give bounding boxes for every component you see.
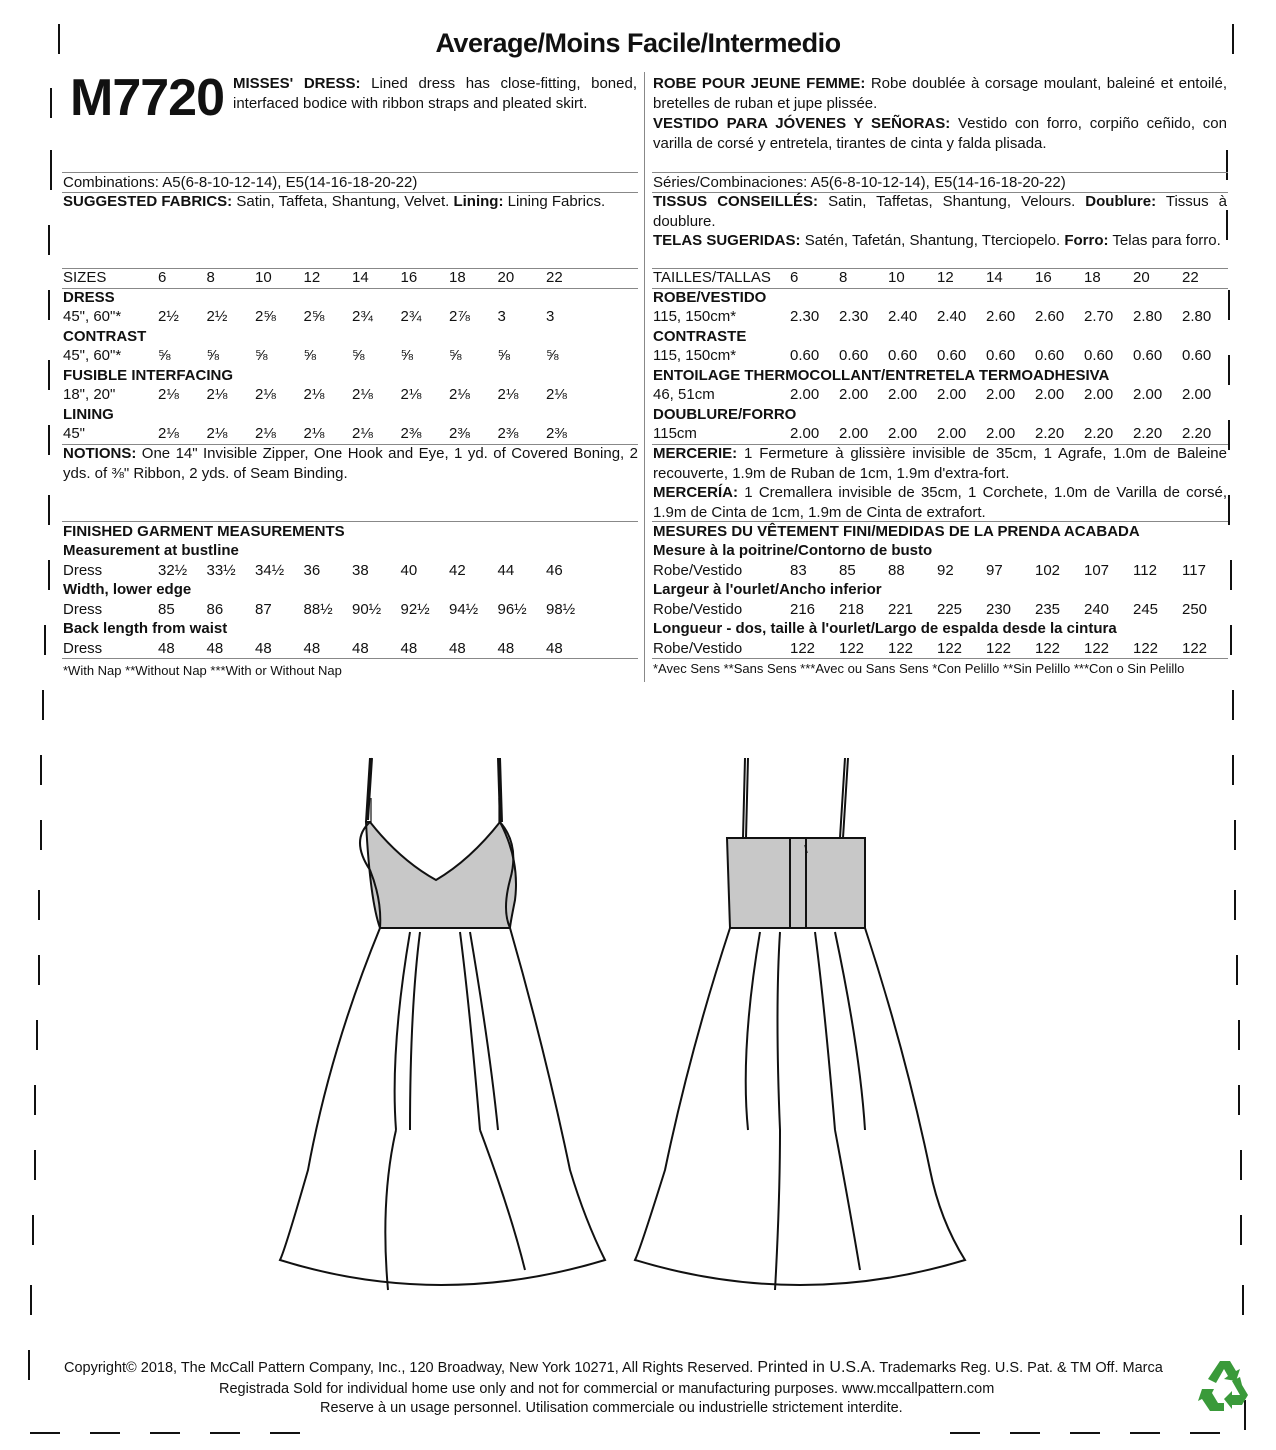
section-heading [653,288,1228,308]
divider [62,288,638,289]
data-row [63,561,638,581]
cell: 2⅛ [497,386,519,403]
fabrics-en-lead: SUGGESTED FABRICS: [63,193,233,210]
cell: 94½ [449,600,479,618]
row-heading: Largeur à l'ourlet/Ancho inferior [653,581,882,598]
divider [652,658,1228,659]
combinations-fr: Séries/Combinaciones: A5(6-8-10-12-14), E5(14-16-18-20-22) [653,174,1066,191]
data-row [653,385,1228,405]
row-heading: CONTRASTE [653,327,747,345]
data-row [653,600,1228,620]
description-en-lead: MISSES' DRESS: [233,75,361,92]
cell: 0.60 [1182,347,1212,364]
row-heading: ROBE/VESTIDO [653,288,767,306]
copyright-line-2: Registrada Sold for individual home use only and not for commercial or manufacturing purposes. www.mccallpattern.com [219,1381,995,1397]
cell: 122 [1133,639,1159,657]
cell: 122 [1035,639,1061,657]
cell: 48 [158,639,175,657]
notions-fr-text: 1 Fermeture à glissière invisible de 35cm, 1 Agrafe, 1.0m de Baleine recouverte, 1.9m de Ruban de 1cm, 1.9m d'extra-fort. [653,445,1227,482]
cell: 88 [888,561,905,579]
cell: ⅝ [303,347,317,364]
cell: 122 [986,639,1012,657]
cell: 90½ [352,600,382,618]
cell: 0.60 [1035,347,1065,364]
cell: 32½ [158,561,188,579]
fabrics-en [63,192,638,212]
column-divider [644,72,645,682]
cell: 2⅛ [158,386,179,403]
lining-en-text: Lining Fabrics. [507,193,606,210]
cell: 122 [937,639,963,657]
description-fr-text: Robe doublée à corsage moulant, baleiné et entoilé, bretelles de ruban et jupe plissée. [653,75,1227,112]
cell: 2⅛ [158,425,179,442]
cell: 48 [546,639,563,657]
row-label: Dress [63,639,103,657]
data-row [653,561,1228,581]
row-heading: Width, lower edge [63,581,192,598]
cell: ⅝ [206,347,220,364]
sizes-label: SIZES [63,269,107,286]
copyright-line-1 [64,1359,1163,1377]
section-heading [63,288,638,308]
cell: 48 [303,639,321,657]
description-fr-lead: ROBE POUR JEUNE FEMME: [653,75,866,92]
row-heading: DOUBLURE/FORRO [653,405,797,423]
cell: 0.60 [986,347,1016,364]
cell: 2.00 [1084,386,1114,403]
cell: 2.60 [986,308,1016,325]
cell: 216 [790,600,816,618]
size-22: 22 [546,269,563,286]
cell: 2.00 [839,386,869,403]
dress-back-view [630,750,975,1350]
cell: 107 [1084,561,1110,579]
cell: 85 [158,600,175,618]
cell: 2.00 [888,386,918,403]
cell: 0.60 [790,347,820,364]
size-12: 12 [937,269,954,286]
data-row [653,346,1228,366]
size-6: 6 [790,269,799,286]
row-label: Dress [63,561,103,579]
cell: 88½ [303,600,333,618]
data-row [63,385,638,405]
cell: 2⅜ [497,425,519,442]
size-10: 10 [255,269,272,286]
cell: 2⅛ [206,386,228,403]
cell: 0.60 [839,347,869,364]
cell: 2.00 [1182,386,1212,403]
size-16: 16 [1035,269,1052,286]
cell: 2⅛ [400,386,422,403]
row-heading: DRESS [63,288,115,306]
lining-fr-text: Tissus à doublure. [653,193,1228,230]
cell: 2.40 [888,308,918,325]
size-8: 8 [206,269,215,286]
cell: 230 [986,600,1012,618]
cell: 122 [1182,639,1208,657]
divider [62,658,638,659]
pattern-code: M7720 [70,69,224,127]
fabrics-es-lead: TELAS SUGERIDAS: [653,232,801,249]
cell: 83 [790,561,807,579]
measurements-table-en [63,541,638,658]
cell: 34½ [255,561,285,579]
printed-in: Printed in U.S.A. [757,1359,876,1376]
cell: ⅝ [449,347,462,364]
fabrics-fr-text: Satin, Taffetas, Shantung, Velours. [828,193,1076,210]
cell: 2¾ [352,308,373,325]
description-es-text: Vestido con forro, corpiño ceñido, con varilla de corsé y entretela, tirantes de cinta y falda plisada. [653,115,1227,152]
row-label: 45", 60"* [63,308,122,325]
row-label: Robe/Vestido [653,600,743,618]
cell: 98½ [546,600,576,618]
cell: 2.40 [937,308,967,325]
cell: 2.30 [790,308,820,325]
row-heading: Longueur - dos, taille à l'ourlet/Largo de espalda desde la cintura [653,620,1117,637]
combinations-en: Combinations: A5(6-8-10-12-14), E5(14-16-18-20-22) [63,174,418,191]
row-label: 46, 51cm [653,386,715,403]
row-label: Robe/Vestido [653,639,743,657]
cell: 48 [497,639,515,657]
fabrics-fr [653,192,1227,232]
notions-fr-lead: MERCERIE: [653,445,738,462]
section-heading [63,580,638,600]
trademark-text: Trademarks Reg. U.S. Pat. & TM Off. Marca [879,1360,1163,1376]
row-label: 45", 60"* [63,347,122,364]
cell: 0.60 [888,347,918,364]
cell: 40 [400,561,418,579]
cell: 2.60 [1035,308,1065,325]
cell: 92½ [400,600,430,618]
cell: 225 [937,600,963,618]
size-20: 20 [497,269,515,286]
cell: 2.20 [1133,425,1163,442]
section-heading [653,541,1228,561]
data-row [653,307,1228,327]
notions-es-lead: MERCERÍA: [653,484,738,501]
section-heading [653,327,1228,347]
row-heading: Mesure à la poitrine/Contorno de busto [653,542,933,559]
cell: 2.00 [1035,386,1065,403]
cell: 2⅜ [546,425,567,442]
cell: 85 [839,561,856,579]
cell: 2⅞ [449,308,470,325]
cell: 102 [1035,561,1061,579]
cell: 48 [206,639,224,657]
row-heading: LINING [63,405,114,423]
cell: 2⅛ [546,386,567,403]
cell: 122 [790,639,816,657]
data-row [63,424,638,444]
cell: 2⅜ [400,425,422,442]
description-es [653,114,1227,154]
size-20: 20 [1133,269,1150,286]
section-heading [653,366,1228,386]
cell: 36 [303,561,321,579]
row-label: Robe/Vestido [653,561,743,579]
lining-es-lead: Forro: [1064,232,1109,249]
dress-front-view [270,750,615,1350]
cell: 2.00 [1133,386,1163,403]
cell: 2⅝ [303,308,325,325]
copyright-text: Copyright© 2018, The McCall Pattern Company, Inc., 120 Broadway, New York 10271, All Rights Reserved. [64,1360,754,1376]
cell: 2.00 [839,425,869,442]
cell: 122 [888,639,914,657]
cell: 2.00 [937,386,967,403]
row-label: 115cm [653,425,697,442]
cell: 235 [1035,600,1061,618]
cell: 33½ [206,561,236,579]
yardage-table-fr [653,268,1228,444]
yardage-table-en [63,268,638,444]
data-row [63,307,638,327]
cell: 2⅛ [449,386,470,403]
cell: 218 [839,600,865,618]
section-heading [653,580,1228,600]
section-heading [63,619,638,639]
cell: 2.00 [790,425,820,442]
cell: ⅝ [497,347,511,364]
cell: 2.80 [1133,308,1163,325]
cell: 3 [497,308,506,325]
cell: 2⅛ [206,425,228,442]
data-row [63,600,638,620]
row-heading: FUSIBLE INTERFACING [63,366,234,384]
cell: 2.00 [986,425,1016,442]
row-label: 45" [63,425,86,442]
nap-note-fr: *Avec Sens **Sans Sens ***Avec ou Sans Sens *Con Pelillo **Sin Pelillo ***Con o Sin Pelillo [653,661,1185,676]
data-row [653,424,1228,444]
size-14: 14 [352,269,369,286]
cell: 2.80 [1182,308,1212,325]
cell: 96½ [497,600,527,618]
section-heading [653,619,1228,639]
cell: 87 [255,600,272,618]
cell: 2.00 [888,425,918,442]
recycle-icon [1196,1357,1252,1413]
cell: 2⅛ [303,386,325,403]
cell: 48 [255,639,272,657]
page-title: Average/Moins Facile/Intermedio [435,28,841,58]
cell: ⅝ [255,347,268,364]
cell: 2.20 [1035,425,1065,442]
sizes-row [653,268,1228,288]
cell: 122 [1084,639,1110,657]
lining-en-lead: Lining: [453,193,504,210]
cell: 2.30 [839,308,869,325]
size-18: 18 [1084,269,1101,286]
size-18: 18 [449,269,466,286]
cell: ⅝ [352,347,365,364]
lining-fr-lead: Doublure: [1085,193,1157,210]
section-heading [653,405,1228,425]
cell: 92 [937,561,954,579]
description-es-lead: VESTIDO PARA JÓVENES Y SEÑORAS: [653,115,951,132]
size-8: 8 [839,269,848,286]
cell: 2.70 [1084,308,1114,325]
size-14: 14 [986,269,1003,286]
cell: 2⅜ [449,425,470,442]
cell: 2⅛ [352,425,373,442]
row-label: 115, 150cm* [653,308,737,325]
cell: ⅝ [400,347,414,364]
cell: 122 [839,639,865,657]
notions-es-text: 1 Cremallera invisible de 35cm, 1 Corchete, 1.0m de Varilla de corsé, 1.9m de Cinta de 1cm, 1.9m de Cinta de extrafort. [653,484,1227,521]
row-label: 18", 20" [63,386,116,403]
cell: 2½ [158,308,179,325]
cell: 48 [449,639,466,657]
nap-note-en: *With Nap **Without Nap ***With or Without Nap [63,663,342,678]
finished-heading-fr: MESURES DU VÊTEMENT FINI/MEDIDAS DE LA PRENDA ACABADA [653,523,1140,540]
cell: 245 [1133,600,1159,618]
cell: 2.00 [937,425,967,442]
description-en-text: Lined dress has close-fitting, boned, interfaced bodice with ribbon straps and pleated skirt. [233,75,638,112]
data-row [653,639,1228,659]
cell: 97 [986,561,1003,579]
section-heading [63,405,638,425]
finished-heading-en: FINISHED GARMENT MEASUREMENTS [63,523,345,540]
data-row [63,639,638,659]
fabrics-en-text: Satin, Taffeta, Shantung, Velvet. [236,193,450,210]
row-heading: CONTRAST [63,327,147,345]
cell: 2.00 [790,386,820,403]
cell: 240 [1084,600,1110,618]
row-heading: Measurement at bustline [63,542,239,559]
cell: 0.60 [937,347,967,364]
cell: 2¾ [400,308,422,325]
cell: 3 [546,308,555,325]
cell: 42 [449,561,466,579]
fabrics-es-text: Satén, Tafetán, Shantung, Tterciopelo. [804,232,1061,249]
notions-en [63,444,638,484]
section-heading [63,327,638,347]
notions-en-text: One 14" Invisible Zipper, One Hook and Eye, 1 yd. of Covered Boning, 2 yds. of ⅜" Ribbon, 2 yds. of Seam Binding. [63,445,638,482]
row-heading: Back length from waist [63,620,228,637]
section-heading [63,541,638,561]
row-heading: ENTOILAGE THERMOCOLLANT/ENTRETELA TERMOADHESIVA [653,366,1110,384]
cell: 117 [1182,561,1206,579]
cell: 0.60 [1084,347,1114,364]
measurements-table-fr [653,541,1228,658]
size-6: 6 [158,269,167,286]
data-row [63,346,638,366]
cell: 2⅛ [255,386,276,403]
notions-es [653,483,1227,523]
sizes-row [63,268,638,288]
cell: 86 [206,600,224,618]
cell: 250 [1182,600,1208,618]
cell: ⅝ [158,347,171,364]
size-12: 12 [303,269,321,286]
divider [652,288,1228,289]
row-label: Dress [63,600,103,618]
row-label: 115, 150cm* [653,347,737,364]
size-22: 22 [1182,269,1199,286]
cell: 48 [400,639,418,657]
sizes-label: TAILLES/TALLAS [653,269,771,286]
copyright-line-3: Reserve à un usage personnel. Utilisation commerciale ou industrielle strictement interdite. [320,1400,903,1416]
fabrics-es [653,231,1227,251]
cell: 2.00 [986,386,1016,403]
cell: 2½ [206,308,228,325]
lining-es-text: Telas para forro. [1112,232,1221,249]
size-10: 10 [888,269,905,286]
description-fr [653,74,1227,114]
cell: ⅝ [546,347,559,364]
cell: 2⅝ [255,308,276,325]
cell: 46 [546,561,563,579]
cell: 221 [888,600,914,618]
cell: 2.20 [1084,425,1114,442]
notions-fr [653,444,1227,484]
cell: 2⅛ [303,425,325,442]
description-en [233,74,637,114]
cell: 2.20 [1182,425,1212,442]
cell: 38 [352,561,369,579]
cell: 0.60 [1133,347,1163,364]
size-16: 16 [400,269,418,286]
cell: 112 [1133,561,1157,579]
section-heading [63,366,638,386]
fabrics-fr-lead: TISSUS CONSEILLÉS: [653,193,819,210]
cell: 2⅛ [352,386,373,403]
cell: 2⅛ [255,425,276,442]
cell: 48 [352,639,369,657]
notions-en-lead: NOTIONS: [63,445,137,462]
cell: 44 [497,561,515,579]
